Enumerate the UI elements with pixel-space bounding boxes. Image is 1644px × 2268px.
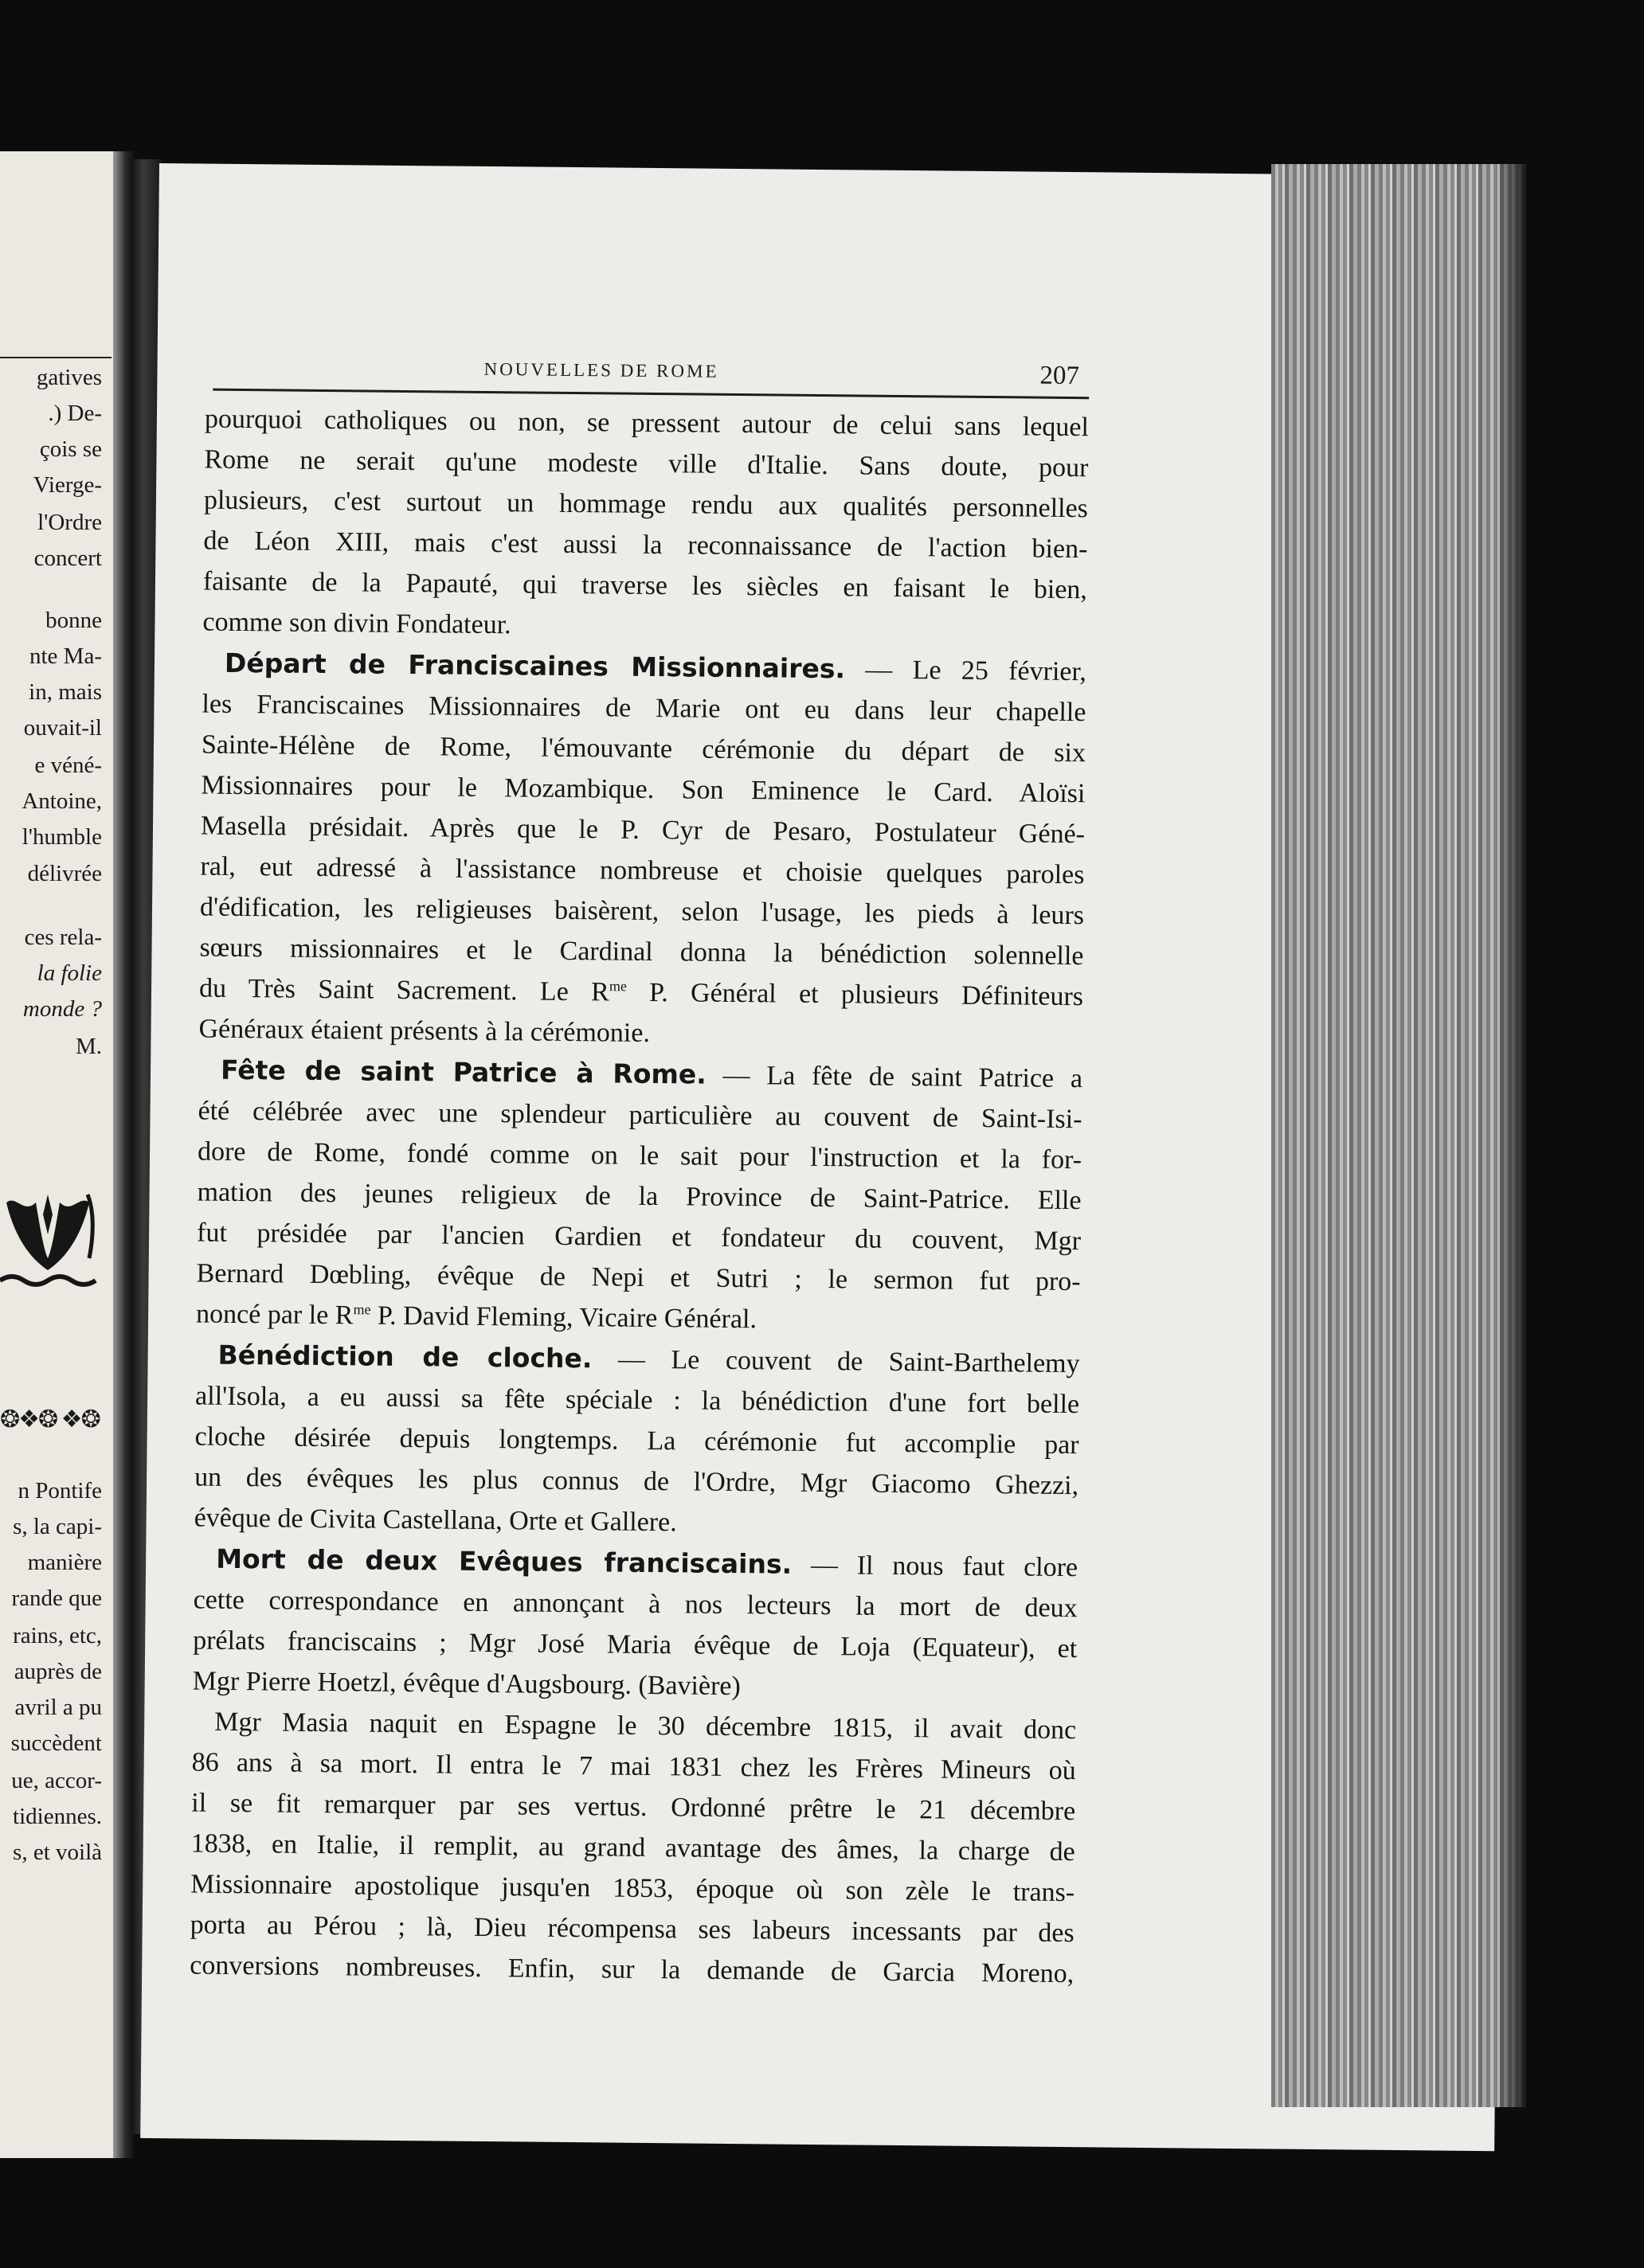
left-text-line: tidiennes. bbox=[13, 1804, 102, 1829]
text-run: Sainte-Hélène de Rome, l'émouvante cérémonie du départ de six bbox=[201, 729, 1086, 768]
text-run: ral, eut adressé à l'assistance nombreuse et choisie quelques paroles bbox=[200, 851, 1085, 890]
left-text-line: çois se bbox=[39, 436, 102, 462]
left-text-line: l'Ordre bbox=[37, 510, 102, 535]
left-text-line: rande que bbox=[11, 1586, 102, 1611]
text-run: Mgr Masia naquit en Espagne le 30 décembre 1815, il avait donc bbox=[214, 1707, 1077, 1746]
left-text-line: la folie bbox=[37, 960, 102, 986]
left-text-line: délivrée bbox=[27, 861, 102, 886]
left-text-line: monde ? bbox=[22, 996, 102, 1022]
section-heading: Mort de deux Evêques franciscains. bbox=[215, 1543, 793, 1580]
left-text-line: succèdent bbox=[10, 1730, 102, 1756]
tulip-ornament bbox=[0, 1179, 104, 1298]
text-run: prélats franciscains ; Mgr José Maria évêque de Loja (Equateur), et bbox=[193, 1625, 1078, 1664]
text-run: — Il nous faut clore bbox=[791, 1550, 1078, 1583]
superscript: me bbox=[609, 978, 627, 995]
text-run: P. David Fleming, Vicaire Général. bbox=[370, 1300, 757, 1335]
left-ornament-row: ❂❖❂ ❖❂ bbox=[0, 1406, 100, 1433]
page-number: 207 bbox=[1039, 361, 1080, 391]
left-text-line: e véné- bbox=[34, 753, 102, 778]
text-run: dore de Rome, fondé comme on le sait pour l'instruction et la for- bbox=[197, 1136, 1082, 1175]
text-run: pourquoi catholiques ou non, se pressent autour de celui sans lequel bbox=[204, 404, 1090, 443]
left-text-line: Antoine, bbox=[22, 788, 102, 814]
left-text-line: avril a pu bbox=[14, 1695, 102, 1720]
left-facing-page bbox=[0, 151, 134, 2158]
left-text-line: auprès de bbox=[14, 1659, 102, 1684]
text-run: 86 ans à sa mort. Il entra le 7 mai 1831 chez les Frères Mineurs où bbox=[191, 1747, 1076, 1786]
text-run: comme son divin Fondateur. bbox=[202, 607, 511, 640]
left-text-line: ces rela- bbox=[24, 925, 102, 950]
text-run: Bernard Dœbling, évêque de Nepi et Sutri ; le sermon fut pro- bbox=[196, 1258, 1081, 1297]
section-heading: Bénédiction de cloche. bbox=[217, 1339, 593, 1374]
text-run: porta au Pérou ; là, Dieu récompensa ses labeurs incessants par des bbox=[190, 1910, 1074, 1949]
left-text-line: rains, etc, bbox=[13, 1623, 102, 1648]
text-run: Rome ne serait qu'une modeste ville d'Italie. Sans doute, pour bbox=[204, 444, 1089, 483]
text-run: un des évêques les plus connus de l'Ordre, Mgr Giacomo Ghezzi, bbox=[194, 1462, 1079, 1501]
left-text-line: ouvait-il bbox=[23, 715, 102, 741]
left-text-line: s, la capi- bbox=[13, 1514, 102, 1539]
text-run: fut présidée par l'ancien Gardien et fondateur du couvent, Mgr bbox=[196, 1218, 1082, 1257]
text-run: faisante de la Papauté, qui traverse les siècles en faisant le bien, bbox=[202, 566, 1088, 605]
page-edges bbox=[1271, 164, 1526, 2107]
superscript: me bbox=[353, 1301, 371, 1318]
text-run: Missionnaires pour le Mozambique. Son Eminence le Card. Aloïsi bbox=[201, 770, 1086, 809]
text-run: les Franciscaines Missionnaires de Marie ont eu dans leur chapelle bbox=[202, 689, 1086, 728]
text-run: Mgr Pierre Hoetzl, évêque d'Augsbourg. (Bavière) bbox=[192, 1666, 741, 1702]
left-text-line: s, et voilà bbox=[13, 1840, 102, 1865]
body-text bbox=[190, 399, 1089, 1995]
text-run: évêque de Civita Castellana, Orte et Gallere. bbox=[194, 1503, 677, 1538]
text-run: été célébrée avec une splendeur particulière au couvent de Saint-Isi- bbox=[198, 1096, 1082, 1135]
text-run: de Léon XIII, mais c'est aussi la reconnaissance de l'action bien- bbox=[203, 526, 1088, 565]
text-line bbox=[190, 1945, 1074, 1994]
text-run: — La fête de saint Patrice a bbox=[706, 1060, 1083, 1094]
section-heading: Départ de Franciscaines Missionnaires. bbox=[224, 647, 846, 685]
text-run: P. Général et plusieurs Définiteurs bbox=[626, 977, 1084, 1012]
left-text-line: bonne bbox=[45, 608, 102, 633]
left-text-line: Vierge- bbox=[33, 472, 102, 498]
left-text-line: .) De- bbox=[48, 401, 102, 426]
text-run: all'Isola, a eu aussi sa fête spéciale : la bénédiction d'une fort belle bbox=[194, 1381, 1080, 1420]
left-text-line: nte Ma- bbox=[29, 643, 102, 669]
left-text-line: manière bbox=[27, 1550, 102, 1575]
left-text-line: gatives bbox=[36, 365, 102, 390]
text-run: il se fit remarquer par ses vertus. Ordonné prêtre le 21 décembre bbox=[191, 1788, 1076, 1827]
left-page-rule bbox=[0, 357, 112, 358]
text-run: conversions nombreuses. Enfin, sur la demande de Garcia Moreno, bbox=[190, 1950, 1074, 1989]
text-run: Masella présidait. Après que le P. Cyr de Pesaro, Postulateur Géné- bbox=[200, 811, 1086, 850]
header-rule bbox=[213, 389, 1089, 400]
text-run: du Très Saint Sacrement. Le R bbox=[198, 973, 609, 1007]
text-run: — Le couvent de Saint-Barthelemy bbox=[592, 1344, 1080, 1379]
text-run: mation des jeunes religieux de la Province de Saint-Patrice. Elle bbox=[197, 1177, 1082, 1216]
text-run: d'édification, les religieuses baisèrent, selon l'usage, les pieds à leurs bbox=[199, 892, 1085, 931]
text-run: Généraux étaient présents à la cérémonie. bbox=[198, 1014, 651, 1048]
left-text-line: in, mais bbox=[29, 679, 102, 705]
left-text-line: ue, accor- bbox=[11, 1768, 102, 1793]
text-run: Missionnaire apostolique jusqu'en 1853, époque où son zèle le trans- bbox=[190, 1869, 1075, 1908]
text-run: cloche désirée depuis longtemps. La cérémonie fut accomplie par bbox=[194, 1421, 1079, 1461]
running-head: NOUVELLES DE ROME bbox=[483, 358, 719, 381]
text-run: 1838, en Italie, il remplit, au grand avantage des âmes, la charge de bbox=[190, 1828, 1075, 1867]
text-run: sœurs missionnaires et le Cardinal donna la bénédiction solennelle bbox=[199, 933, 1084, 972]
text-run: — Le 25 février, bbox=[844, 655, 1087, 687]
text-run: plusieurs, c'est surtout un hommage rendu aux qualités personnelles bbox=[203, 485, 1089, 524]
text-run: cette correspondance en annonçant à nos lecteurs la mort de deux bbox=[193, 1585, 1078, 1624]
text-run: noncé par le R bbox=[195, 1299, 354, 1331]
left-text-line: l'humble bbox=[22, 824, 102, 850]
section-heading: Fête de saint Patrice à Rome. bbox=[220, 1054, 707, 1090]
left-text-line: n Pontife bbox=[18, 1478, 102, 1504]
left-text-line: M. bbox=[75, 1034, 102, 1059]
left-text-line: concert bbox=[33, 545, 102, 571]
